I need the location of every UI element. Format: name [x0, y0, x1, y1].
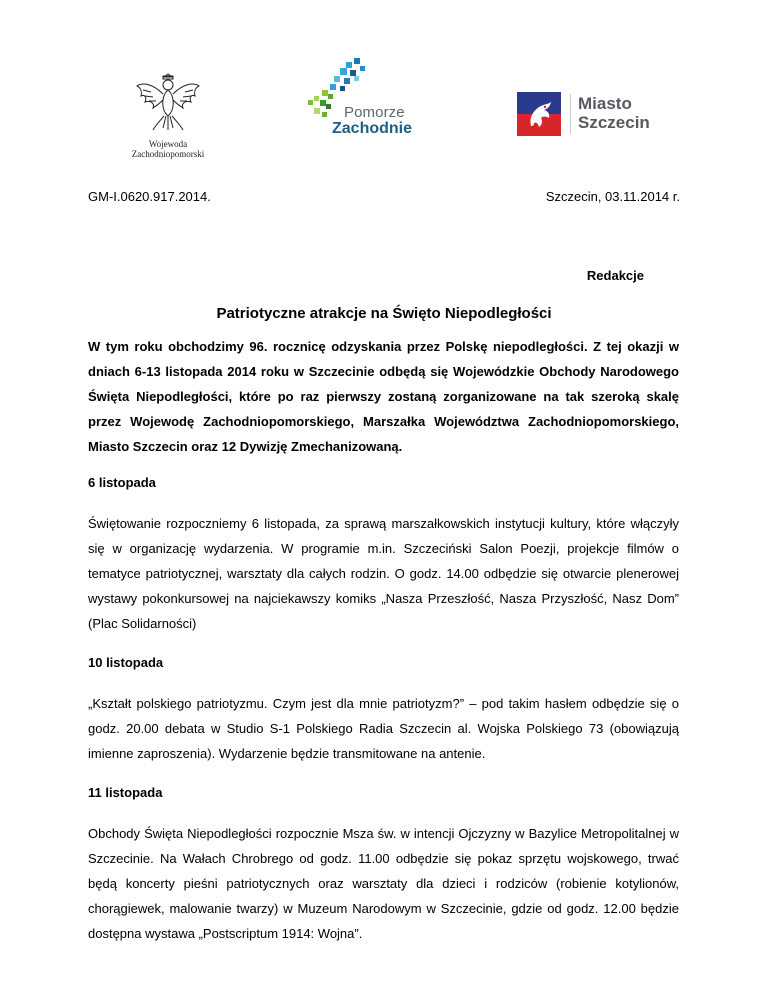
miasto-szczecin-logo: [512, 90, 662, 135]
voivode-caption-line2: Zachodniopomorski: [131, 149, 205, 159]
section-paragraph: Obchody Święta Niepodległości rozpocznie Msza św. w intencji Ojczyzny w Bazylice Metropolitalnej w Szczecinie. Na Wałach Chrobrego od godz. 11.00 odbędzie się pokaz sprzętu wojskowego, trwać będą koncerty pieśni patriotycznych oraz warsztaty dla dzieci i rodziców (robienie kotylionów, chorągiewek, malowanie twarzy) w Muzeum Narodowym w Szczecinie, gdzie od godz. 12.00 będzie dostępna wystawa „Postscriptum 1914: Wojna”.: [88, 826, 679, 941]
lead-paragraph: W tym roku obchodzimy 96. rocznicę odzyskania przez Polskę niepodległości. Z tej okazji w dniach 6-13 listopada 2014 roku w Szczecinie odbędą się Wojewódzkie Obchody Narodowego Święta Niepodległości, które po raz pierwszy zostaną zorganizowane na tak szeroką skalę przez Wojewodę Zachodniopomorskiego, Marszałka Województwa Zachodniopomorskiego, Miasto Szczecin oraz 12 Dywizję Zmechanizowaną.: [88, 339, 679, 454]
pomorze-logo-text-line2: Zachodnie: [332, 120, 413, 137]
place-and-date: Szczecin, 03.11.2014 r.: [545, 189, 680, 204]
pomorze-logo-text-line1: Pomorze: [344, 104, 405, 121]
section-paragraph: „Kształt polskiego patriotyzmu. Czym jest dla mnie patriotyzm?” – pod takim hasłem odbędzie się o godz. 20.00 debata w Studio S-1 Polskiego Radia Szczecin al. Wojska Polskiego 73 (obowiązują imienne zaproszenia). Wydarzenie będzie transmitowane na antenie.: [88, 696, 679, 761]
szczecin-logo-divider: [570, 94, 571, 134]
section-heading: 11 listopada: [88, 785, 163, 800]
szczecin-griffin-icon: [517, 92, 561, 136]
section-heading: 6 listopada: [88, 475, 156, 490]
voivode-caption-line1: Wojewoda: [148, 139, 188, 149]
voivode-logo: [118, 70, 218, 160]
document-title: Patriotyczne atrakcje na Święto Niepodległości: [216, 305, 552, 322]
pomorze-zachodnie-logo: [300, 56, 450, 136]
section-heading: 10 listopada: [88, 655, 164, 670]
eagle-emblem-icon: [133, 70, 203, 134]
szczecin-logo-text-line2: Szczecin: [578, 113, 650, 132]
reference-number: GM-I.0620.917.2014.: [88, 189, 211, 204]
szczecin-logo-text-line1: Miasto: [578, 94, 632, 113]
recipient: Redakcje: [586, 268, 644, 283]
section-paragraph: Świętowanie rozpoczniemy 6 listopada, za sprawą marszałkowskich instytucji kultury, które włączyły się w organizację wydarzenia. W programie m.in. Szczeciński Salon Poezji, projekcje filmów o tematyce patriotycznej, warsztaty dla całych rodzin. O godz. 14.00 odbędzie się otwarcie plenerowej wystawy pokonkursowej na najciekawszy komiks „Nasza Przeszłość, Nasza Przyszłość, Nasz Dom” (Plac Solidarności): [88, 516, 679, 631]
document-body: [88, 334, 679, 946]
